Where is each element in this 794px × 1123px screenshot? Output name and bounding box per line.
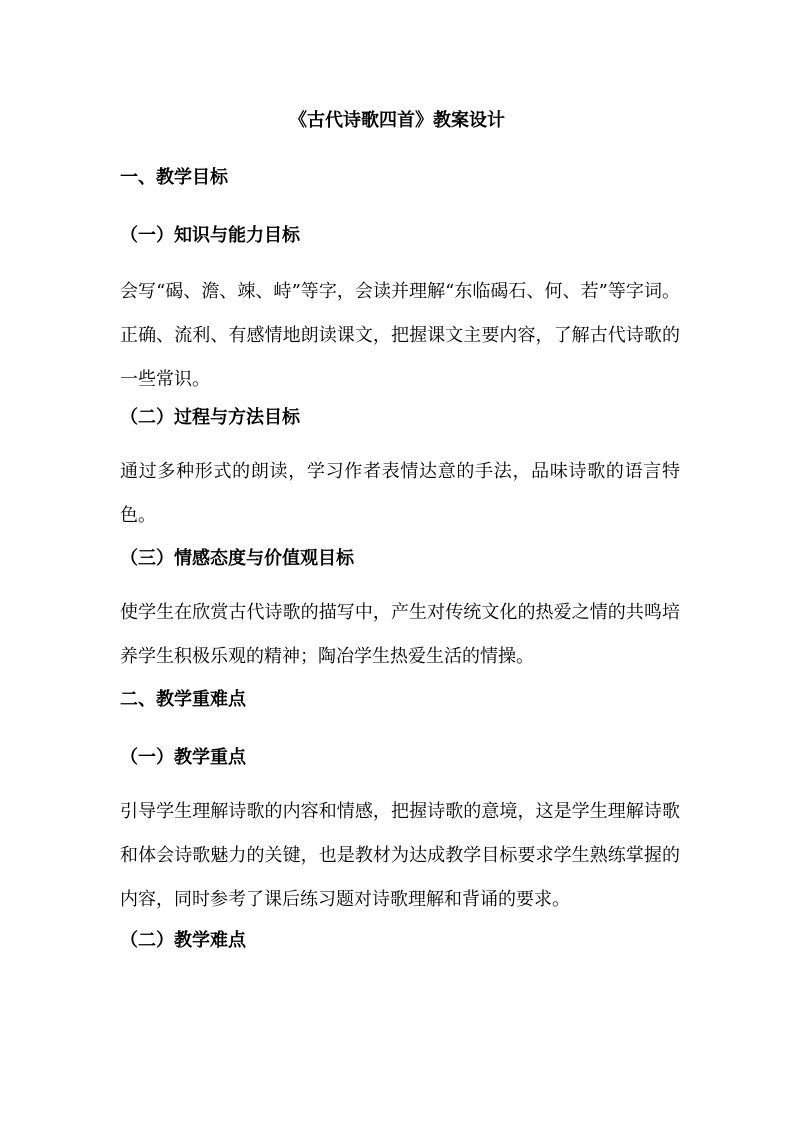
subheading-emotion-values: （三）情感态度与价值观目标 — [120, 548, 354, 569]
subheading-process-method: （二）过程与方法目标 — [120, 407, 300, 428]
paragraph-teaching-focus: 引导学生理解诗歌的内容和情感，把握诗歌的意境，这是学生理解诗歌和体会诗歌魅力的关键，也是教材为达成教学目标要求学生熟练掌握的内容，同时参考了课后练习题对诗歌理解和背诵的要求。 — [120, 801, 680, 910]
subheading-teaching-focus: （一）教学重点 — [120, 747, 246, 768]
paragraph-process-method: 通过多种形式的朗读，学习作者表情达意的手法，品味诗歌的语言特色。 — [120, 461, 680, 526]
document-title: 《古代诗歌四首》教案设计 — [289, 110, 505, 131]
subheading-teaching-difficulty: （二）教学难点 — [120, 930, 246, 951]
section-heading-teaching-goals: 一、教学目标 — [120, 167, 228, 188]
section-heading-key-difficult-points: 二、教学重难点 — [120, 689, 246, 710]
subheading-knowledge-ability: （一）知识与能力目标 — [120, 225, 300, 246]
paragraph-emotion-values: 使学生在欣赏古代诗歌的描写中，产生对传统文化的热爱之情的共鸣培养学生积极乐观的精神；陶冶学生热爱生活的情操。 — [120, 602, 680, 667]
paragraph-knowledge-ability: 会写“碣、澹、竦、峙”等字，会读并理解“东临碣石、何、若”等字词。正确、流利、有感情地朗读课文，把握课文主要内容，了解古代诗歌的一些常识。 — [120, 281, 680, 390]
